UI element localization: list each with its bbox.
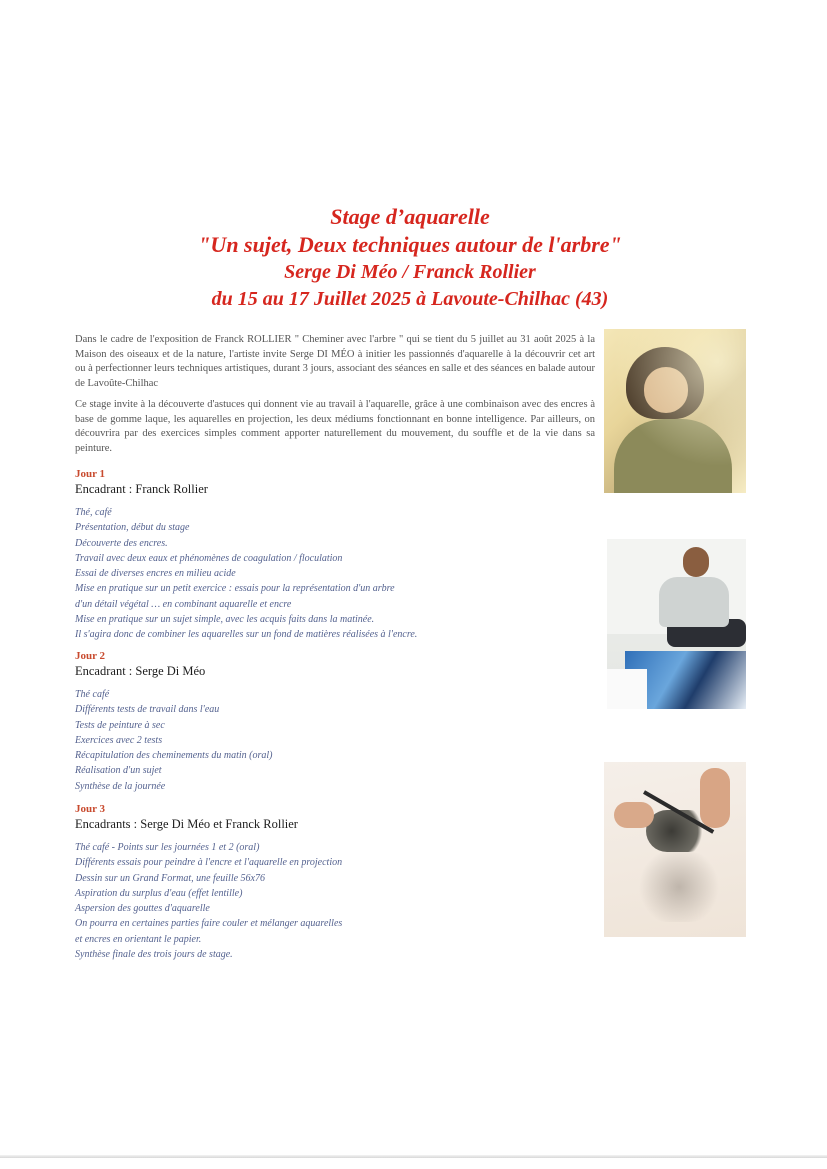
- program-item: Différents tests de travail dans l'eau: [75, 704, 220, 716]
- brush-detail-photo: [604, 762, 746, 937]
- day-lead: Encadrants : Serge Di Méo et Franck Rollier: [75, 817, 298, 831]
- program-item: Il s'agira donc de combiner les aquarelles sur un fond de matières réalisées à l'encre.: [75, 629, 418, 641]
- title-line-3: Serge Di Méo / Franck Rollier: [284, 261, 536, 283]
- program-item: Thé, café: [75, 507, 112, 518]
- program-item: Thé café: [75, 689, 110, 700]
- program-item: Mise en pratique sur un petit exercice : essais pour la représentation d'un arbre: [75, 583, 395, 595]
- day-lead: Encadrant : Serge Di Méo: [75, 664, 206, 678]
- photo-shape: [659, 577, 729, 627]
- photo-shape: [634, 852, 724, 922]
- program-item: d'un détail végétal … en combinant aquarelle et encre: [75, 598, 292, 610]
- program-item: Essai de diverses encres en milieu acide: [75, 568, 236, 580]
- program-item: On pourra en certaines parties faire couler et mélanger aquarelles: [75, 918, 343, 930]
- program-item: Découverte des encres.: [75, 537, 168, 549]
- day-items: [75, 505, 595, 643]
- program-item: Mise en pratique sur un sujet simple, avec les acquis faits dans la matinée.: [75, 614, 375, 626]
- photo-shape: [700, 768, 730, 828]
- program-item: Récapitulation des cheminements du matin (oral): [75, 750, 273, 762]
- program-item: Réalisation d'un sujet: [75, 765, 162, 777]
- day-label: Jour 3: [75, 803, 106, 815]
- program-item: Tests de peinture à sec: [75, 719, 165, 731]
- title-line-4: du 15 au 17 Juillet 2025 à Lavoute-Chilhac (43): [211, 288, 609, 310]
- painter-at-work-photo: [607, 539, 746, 709]
- program-item: Thé café - Points sur les journées 1 et 2 (oral): [75, 842, 260, 853]
- program-item: Travail avec deux eaux et phénomènes de coagulation / floculation: [75, 552, 343, 564]
- program-item: Présentation, début du stage: [75, 522, 190, 534]
- day-lead: Encadrant : Franck Rollier: [75, 482, 208, 496]
- intro-paragraph-2: Ce stage invite à la découverte d'astuces qui donnent vie au travail à l'aquarelle, grâce à une combinaison avec des encres à base de gomme laque, les aquarelles en projection, les deux médiums fonctionnant en bonne intelligence. Par ailleurs, on découvrira par des exercices simples comment apporter naturellement du mouvement, du souffle et de la vie dans sa peinture.: [75, 399, 595, 454]
- program-item: Synthèse finale des trois jours de stage.: [75, 949, 233, 961]
- day-items: [75, 687, 595, 794]
- photo-shape: [604, 329, 746, 493]
- program-item: Synthèse de la journée: [75, 780, 166, 792]
- program-item: Aspersion des gouttes d'aquarelle: [75, 903, 210, 915]
- title-line-1: Stage d’aquarelle: [330, 204, 490, 229]
- day-2-section: [75, 649, 595, 794]
- portrait-photo: [604, 329, 746, 493]
- day-label: Jour 2: [75, 650, 106, 662]
- photo-shape: [614, 802, 654, 828]
- program-item: Dessin sur un Grand Format, une feuille 56x76: [75, 872, 265, 884]
- day-3-section: [75, 802, 595, 962]
- program-item: Exercices avec 2 tests: [75, 734, 163, 746]
- program-item: Différents essais pour peindre à l'encre et l'aquarelle en projection: [75, 857, 343, 869]
- intro-paragraph-1: Dans le cadre de l'exposition de Franck ROLLIER " Cheminer avec l'arbre " qui se tient du 5 juillet au 31 août 2025 à la Maison des oiseaux et de la nature, l'artiste invite Serge DI MÉO à initier les passionnés d'aquarelle à la découvrir cet art ou à perfectionner leurs techniques artistiques, durant 3 jours, associant des séances en salle et des séances en balade autour de Lavoûte-Chilhac: [75, 334, 595, 389]
- photo-shape: [683, 547, 709, 577]
- page-edge: [0, 1155, 827, 1158]
- title-line-2: "Un sujet, Deux techniques autour de l'arbre": [198, 232, 622, 257]
- day-label: Jour 1: [75, 468, 106, 480]
- day-1-section: [75, 467, 595, 643]
- program-item: et encres en orientant le papier.: [75, 933, 202, 945]
- photo-shape: [607, 669, 647, 709]
- title-block: [60, 203, 760, 313]
- program-item: Aspiration du surplus d'eau (effet lentille): [75, 887, 243, 899]
- day-items: [75, 840, 595, 962]
